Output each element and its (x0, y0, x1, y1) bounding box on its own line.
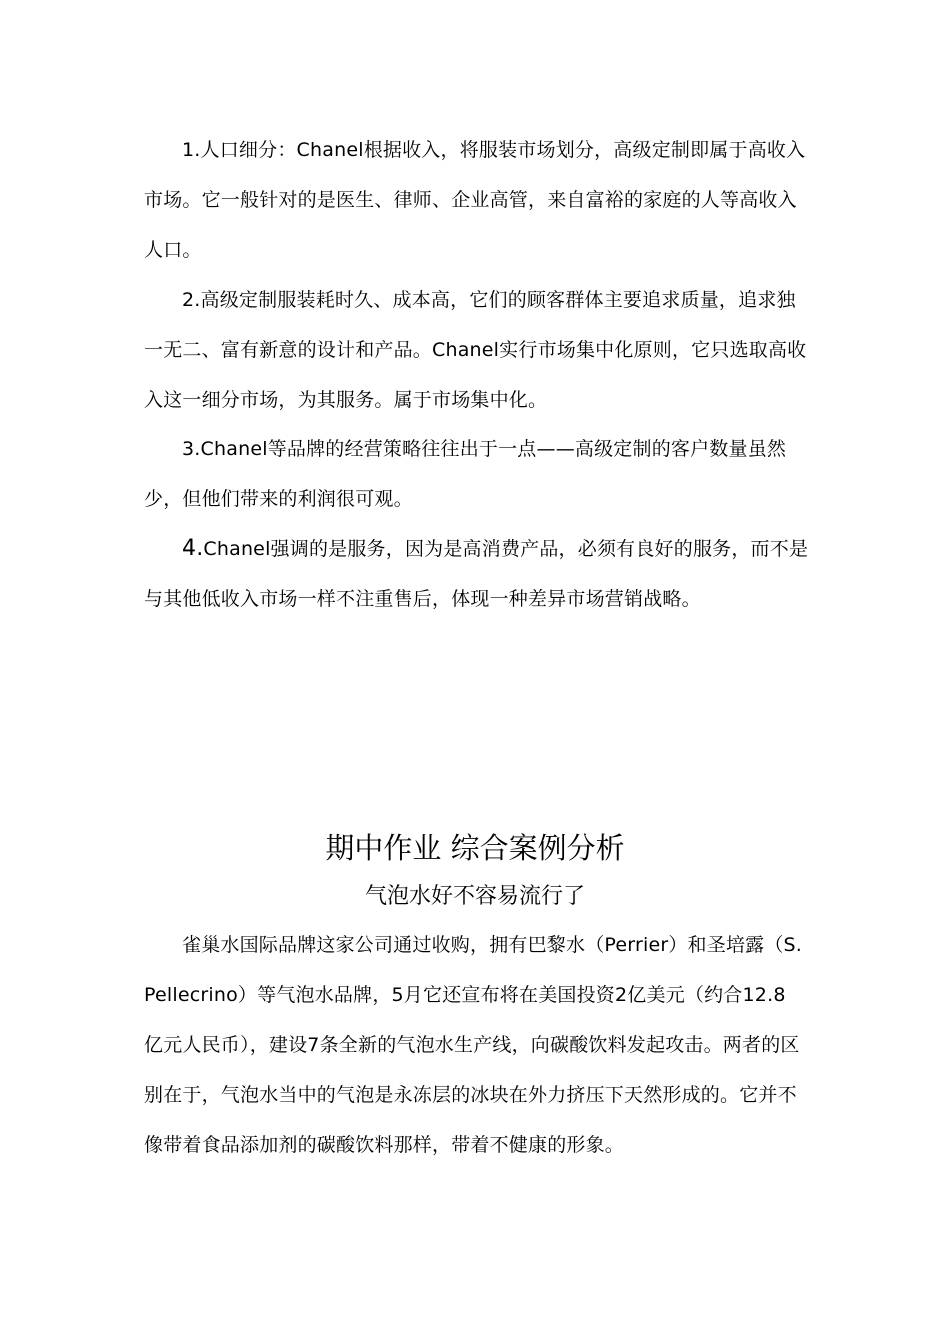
paragraph-case-intro: 雀巢水国际品牌这家公司通过收购，拥有巴黎水（Perrier）和圣培露（S.Pellecrino）等气泡水品牌，5月它还宣布将在美国投资2亿美元（约合12.8亿元人民币），建设7条全新的气泡水生产线，向碳酸饮料发起攻击。两者的区别在于，气泡水当中的气泡是永冻层的冰块在外力挤压下天然形成的。它并不像带着食品添加剂的碳酸饮料那样，带着不健康的形象。 (144, 934, 803, 1156)
paragraph-population-segmentation: 1.人口细分：Chanel根据收入，将服装市场划分，高级定制即属于高收入市场。它一般针对的是医生、律师、企业高管，来自富裕的家庭的人等高收入人口。 (144, 139, 806, 261)
paragraph-number: 4. (182, 536, 204, 561)
paragraph-business-strategy: 3.Chanel等品牌的经营策略往往出于一点——高级定制的客户数量虽然少，但他们带来的利润很可观。 (144, 438, 787, 510)
page-title: 期中作业 综合案例分析 (325, 831, 625, 865)
paragraph-text: Chanel强调的是服务，因为是高消费产品，必须有良好的服务，而不是与其他低收入市场一样不注重售后，体现一种差异市场营销战略。 (144, 538, 809, 610)
paragraph-market-concentration: 2.高级定制服装耗时久、成本高，它们的顾客群体主要追求质量，追求独一无二、富有新意的设计和产品。Chanel实行市场集中化原则，它只选取高收入这一细分市场，为其服务。属于市场集中化。 (144, 289, 807, 411)
paragraph-service-differentiation (144, 524, 812, 624)
page-subtitle: 气泡水好不容易流行了 (364, 884, 585, 909)
